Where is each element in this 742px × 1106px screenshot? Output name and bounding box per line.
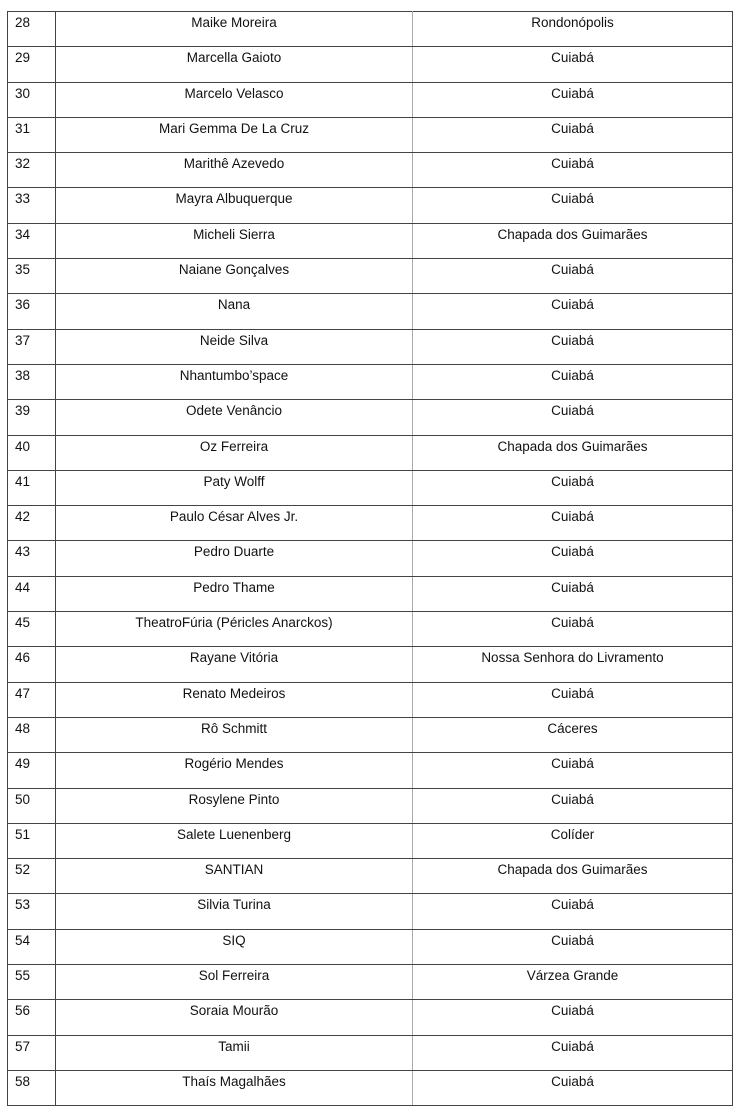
row-number: 41 xyxy=(8,470,56,505)
city-name: Cuiabá xyxy=(413,682,733,717)
city-name: Cuiabá xyxy=(413,329,733,364)
table-row xyxy=(8,82,733,117)
row-number: 58 xyxy=(8,1070,56,1105)
participant-name: Mayra Albuquerque xyxy=(56,188,413,223)
city-name: Cuiabá xyxy=(413,788,733,823)
row-number: 46 xyxy=(8,647,56,682)
participant-name: Renato Medeiros xyxy=(56,682,413,717)
row-number: 55 xyxy=(8,965,56,1000)
city-name: Cuiabá xyxy=(413,117,733,152)
city-name: Cuiabá xyxy=(413,470,733,505)
participant-name: Odete Venâncio xyxy=(56,400,413,435)
city-name: Chapada dos Guimarães xyxy=(413,859,733,894)
table-row xyxy=(8,647,733,682)
city-name: Cuiabá xyxy=(413,541,733,576)
table-row xyxy=(8,329,733,364)
table-row xyxy=(8,682,733,717)
city-name: Nossa Senhora do Livramento xyxy=(413,647,733,682)
table-row xyxy=(8,153,733,188)
row-number: 54 xyxy=(8,929,56,964)
participant-name: Maike Moreira xyxy=(56,12,413,47)
row-number: 42 xyxy=(8,506,56,541)
participant-name: Thaís Magalhães xyxy=(56,1070,413,1105)
table-row xyxy=(8,576,733,611)
table-row xyxy=(8,294,733,329)
row-number: 30 xyxy=(8,82,56,117)
table-row xyxy=(8,364,733,399)
table-row xyxy=(8,117,733,152)
participant-name: Neide Silva xyxy=(56,329,413,364)
participant-name: Paty Wolff xyxy=(56,470,413,505)
participant-name: Rayane Vitória xyxy=(56,647,413,682)
city-name: Cuiabá xyxy=(413,576,733,611)
row-number: 56 xyxy=(8,1000,56,1035)
table-row xyxy=(8,788,733,823)
row-number: 51 xyxy=(8,823,56,858)
participant-name: TheatroFúria (Péricles Anarckos) xyxy=(56,612,413,647)
city-name: Cuiabá xyxy=(413,188,733,223)
table-row xyxy=(8,470,733,505)
city-name: Cuiabá xyxy=(413,82,733,117)
table-row xyxy=(8,1070,733,1105)
table-row xyxy=(8,188,733,223)
participant-name: Pedro Thame xyxy=(56,576,413,611)
row-number: 50 xyxy=(8,788,56,823)
row-number: 32 xyxy=(8,153,56,188)
table-row xyxy=(8,435,733,470)
row-number: 35 xyxy=(8,259,56,294)
participants-table xyxy=(7,11,733,1106)
row-number: 28 xyxy=(8,12,56,47)
table-row xyxy=(8,541,733,576)
table-row xyxy=(8,1000,733,1035)
city-name: Cuiabá xyxy=(413,400,733,435)
table-row xyxy=(8,47,733,82)
city-name: Cuiabá xyxy=(413,929,733,964)
participant-name: Soraia Mourão xyxy=(56,1000,413,1035)
city-name: Cuiabá xyxy=(413,294,733,329)
city-name: Cuiabá xyxy=(413,1035,733,1070)
participant-name: Micheli Sierra xyxy=(56,223,413,258)
row-number: 33 xyxy=(8,188,56,223)
table-row xyxy=(8,823,733,858)
participant-name: Silvia Turina xyxy=(56,894,413,929)
table-row xyxy=(8,12,733,47)
city-name: Cuiabá xyxy=(413,47,733,82)
row-number: 57 xyxy=(8,1035,56,1070)
participant-name: Marcella Gaioto xyxy=(56,47,413,82)
row-number: 39 xyxy=(8,400,56,435)
participant-name: Tamii xyxy=(56,1035,413,1070)
city-name: Cuiabá xyxy=(413,1000,733,1035)
table-row xyxy=(8,965,733,1000)
table-body xyxy=(8,12,733,1106)
participant-name: Rô Schmitt xyxy=(56,717,413,752)
participant-name: Nhantumbo’space xyxy=(56,364,413,399)
city-name: Várzea Grande xyxy=(413,965,733,1000)
row-number: 31 xyxy=(8,117,56,152)
table-row xyxy=(8,753,733,788)
city-name: Cuiabá xyxy=(413,753,733,788)
row-number: 47 xyxy=(8,682,56,717)
participant-name: Salete Luenenberg xyxy=(56,823,413,858)
row-number: 29 xyxy=(8,47,56,82)
participant-name: Marcelo Velasco xyxy=(56,82,413,117)
city-name: Cuiabá xyxy=(413,506,733,541)
city-name: Cuiabá xyxy=(413,259,733,294)
table-row xyxy=(8,223,733,258)
participant-name: Nana xyxy=(56,294,413,329)
city-name: Cáceres xyxy=(413,717,733,752)
city-name: Cuiabá xyxy=(413,364,733,399)
row-number: 37 xyxy=(8,329,56,364)
table-row xyxy=(8,506,733,541)
table-row xyxy=(8,400,733,435)
row-number: 34 xyxy=(8,223,56,258)
table-row xyxy=(8,894,733,929)
table-row xyxy=(8,259,733,294)
table-row xyxy=(8,612,733,647)
city-name: Cuiabá xyxy=(413,894,733,929)
participant-name: SANTIAN xyxy=(56,859,413,894)
row-number: 43 xyxy=(8,541,56,576)
table-row xyxy=(8,717,733,752)
row-number: 36 xyxy=(8,294,56,329)
row-number: 49 xyxy=(8,753,56,788)
row-number: 38 xyxy=(8,364,56,399)
participant-name: Rosylene Pinto xyxy=(56,788,413,823)
table-row xyxy=(8,1035,733,1070)
city-name: Cuiabá xyxy=(413,153,733,188)
row-number: 44 xyxy=(8,576,56,611)
city-name: Rondonópolis xyxy=(413,12,733,47)
participant-name: Paulo César Alves Jr. xyxy=(56,506,413,541)
table-row xyxy=(8,859,733,894)
city-name: Cuiabá xyxy=(413,1070,733,1105)
participant-name: Oz Ferreira xyxy=(56,435,413,470)
participant-name: Rogério Mendes xyxy=(56,753,413,788)
participant-name: Pedro Duarte xyxy=(56,541,413,576)
participant-name: Marithê Azevedo xyxy=(56,153,413,188)
city-name: Chapada dos Guimarães xyxy=(413,223,733,258)
city-name: Cuiabá xyxy=(413,612,733,647)
row-number: 45 xyxy=(8,612,56,647)
participant-name: Sol Ferreira xyxy=(56,965,413,1000)
row-number: 40 xyxy=(8,435,56,470)
row-number: 52 xyxy=(8,859,56,894)
participant-name: Mari Gemma De La Cruz xyxy=(56,117,413,152)
participant-name: SIQ xyxy=(56,929,413,964)
row-number: 53 xyxy=(8,894,56,929)
table-row xyxy=(8,929,733,964)
participant-name: Naiane Gonçalves xyxy=(56,259,413,294)
city-name: Chapada dos Guimarães xyxy=(413,435,733,470)
city-name: Colíder xyxy=(413,823,733,858)
row-number: 48 xyxy=(8,717,56,752)
